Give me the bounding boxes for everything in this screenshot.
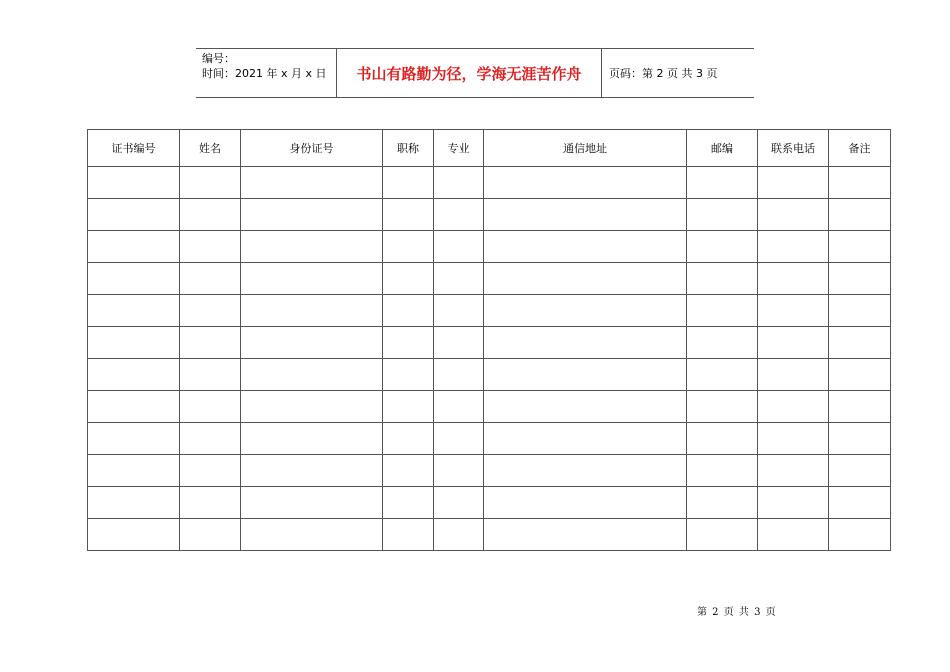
table-cell[interactable]: [687, 455, 758, 487]
table-cell[interactable]: [241, 359, 383, 391]
table-cell[interactable]: [758, 167, 829, 199]
table-cell[interactable]: [180, 295, 241, 327]
table-cell[interactable]: [180, 359, 241, 391]
header-page-cell: [602, 49, 754, 97]
document-header: [196, 48, 754, 98]
column-header-address: 通信地址: [484, 130, 687, 167]
table-cell[interactable]: [383, 295, 434, 327]
table-cell[interactable]: [434, 487, 484, 519]
table-cell[interactable]: [88, 423, 180, 455]
table-cell[interactable]: [484, 423, 687, 455]
table-cell[interactable]: [484, 455, 687, 487]
table-cell[interactable]: [484, 359, 687, 391]
table-cell[interactable]: [758, 487, 829, 519]
table-cell[interactable]: [687, 199, 758, 231]
table-cell[interactable]: [434, 295, 484, 327]
table-row: [88, 487, 891, 519]
page-label: 页码：第 2 页 共 3 页: [609, 67, 718, 80]
motto-text: 书山有路勤为径，学海无涯苦作舟: [356, 64, 582, 83]
table-cell[interactable]: [88, 263, 180, 295]
table-cell[interactable]: [88, 391, 180, 423]
table-cell[interactable]: [484, 391, 687, 423]
table-cell[interactable]: [383, 391, 434, 423]
table-cell[interactable]: [829, 199, 891, 231]
table-cell[interactable]: [829, 295, 891, 327]
column-header-cert-no: 证书编号: [88, 130, 180, 167]
table-cell[interactable]: [180, 167, 241, 199]
table-cell[interactable]: [88, 359, 180, 391]
table-cell[interactable]: [241, 167, 383, 199]
table-cell[interactable]: [241, 263, 383, 295]
roster-body: [88, 167, 891, 551]
table-cell[interactable]: [241, 231, 383, 263]
table-cell[interactable]: [383, 263, 434, 295]
table-cell[interactable]: [88, 167, 180, 199]
table-cell[interactable]: [687, 423, 758, 455]
table-cell[interactable]: [758, 423, 829, 455]
table-cell[interactable]: [241, 423, 383, 455]
table-cell[interactable]: [241, 295, 383, 327]
table-cell[interactable]: [434, 423, 484, 455]
table-cell[interactable]: [434, 519, 484, 551]
table-cell[interactable]: [383, 519, 434, 551]
table-cell[interactable]: [758, 295, 829, 327]
table-cell[interactable]: [180, 327, 241, 359]
table-cell[interactable]: [180, 231, 241, 263]
table-cell[interactable]: [88, 327, 180, 359]
table-cell[interactable]: [241, 327, 383, 359]
table-cell[interactable]: [180, 263, 241, 295]
table-row: [88, 199, 891, 231]
header-row: [88, 130, 891, 167]
table-cell[interactable]: [383, 231, 434, 263]
table-row: [88, 519, 891, 551]
table-cell[interactable]: [434, 391, 484, 423]
table-cell[interactable]: [383, 199, 434, 231]
table-row: [88, 423, 891, 455]
table-cell[interactable]: [829, 487, 891, 519]
table-cell[interactable]: [758, 455, 829, 487]
table-cell[interactable]: [88, 455, 180, 487]
table-row: [88, 263, 891, 295]
table-row: [88, 295, 891, 327]
table-cell[interactable]: [383, 455, 434, 487]
table-row: [88, 359, 891, 391]
table-cell[interactable]: [829, 359, 891, 391]
table-cell[interactable]: [758, 327, 829, 359]
table-cell[interactable]: [687, 519, 758, 551]
table-cell[interactable]: [687, 263, 758, 295]
table-cell[interactable]: [484, 199, 687, 231]
table-row: [88, 327, 891, 359]
table-cell[interactable]: [241, 487, 383, 519]
table-cell[interactable]: [758, 391, 829, 423]
table-cell[interactable]: [241, 455, 383, 487]
table-cell[interactable]: [687, 327, 758, 359]
date-label: 时间：2021 年 x 月 x 日: [202, 67, 327, 80]
table-row: [88, 391, 891, 423]
table-cell[interactable]: [829, 391, 891, 423]
table-row: [88, 167, 891, 199]
table-cell[interactable]: [484, 487, 687, 519]
table-cell[interactable]: [829, 423, 891, 455]
roster-table: [87, 129, 891, 551]
header-motto-cell: [337, 49, 602, 97]
column-header-title: 职称: [383, 130, 434, 167]
table-cell[interactable]: [180, 455, 241, 487]
table-cell[interactable]: [434, 327, 484, 359]
table-cell[interactable]: [383, 487, 434, 519]
header-info-cell: [196, 49, 337, 97]
table-cell[interactable]: [829, 519, 891, 551]
table-cell[interactable]: [241, 519, 383, 551]
table-cell[interactable]: [88, 295, 180, 327]
table-cell[interactable]: [241, 199, 383, 231]
table-cell[interactable]: [180, 391, 241, 423]
column-header-name: 姓名: [180, 130, 241, 167]
table-cell[interactable]: [484, 327, 687, 359]
table-cell[interactable]: [829, 263, 891, 295]
table-cell[interactable]: [829, 327, 891, 359]
column-header-id-number: 身份证号: [241, 130, 383, 167]
table-cell[interactable]: [88, 487, 180, 519]
table-cell[interactable]: [180, 199, 241, 231]
table-cell[interactable]: [484, 519, 687, 551]
table-row: [88, 231, 891, 263]
doc-number-label: 编号：: [202, 52, 235, 65]
table-cell[interactable]: [484, 263, 687, 295]
table-cell[interactable]: [434, 231, 484, 263]
table-cell[interactable]: [383, 327, 434, 359]
column-header-postcode: 邮编: [687, 130, 758, 167]
table-cell[interactable]: [180, 423, 241, 455]
table-cell[interactable]: [484, 167, 687, 199]
table-cell[interactable]: [383, 359, 434, 391]
table-cell[interactable]: [484, 295, 687, 327]
table-cell[interactable]: [687, 487, 758, 519]
table-cell[interactable]: [434, 199, 484, 231]
table-cell[interactable]: [829, 167, 891, 199]
table-cell[interactable]: [434, 455, 484, 487]
table-cell[interactable]: [434, 167, 484, 199]
column-header-phone: 联系电话: [758, 130, 829, 167]
table-cell[interactable]: [687, 391, 758, 423]
table-cell[interactable]: [758, 199, 829, 231]
column-header-major: 专业: [434, 130, 484, 167]
table-cell[interactable]: [434, 359, 484, 391]
table-cell[interactable]: [241, 391, 383, 423]
page-footer: 第 2 页 共 3 页: [697, 607, 776, 618]
table-cell[interactable]: [180, 487, 241, 519]
table-cell[interactable]: [758, 263, 829, 295]
table-cell[interactable]: [383, 167, 434, 199]
table-cell[interactable]: [180, 519, 241, 551]
table-cell[interactable]: [758, 231, 829, 263]
table-cell[interactable]: [88, 231, 180, 263]
table-row: [88, 455, 891, 487]
table-cell[interactable]: [383, 423, 434, 455]
table-cell[interactable]: [88, 519, 180, 551]
table-cell[interactable]: [484, 231, 687, 263]
table-cell[interactable]: [687, 359, 758, 391]
table-cell[interactable]: [829, 455, 891, 487]
column-header-remarks: 备注: [829, 130, 891, 167]
table-cell[interactable]: [758, 359, 829, 391]
table-cell[interactable]: [687, 295, 758, 327]
table-cell[interactable]: [687, 167, 758, 199]
table-cell[interactable]: [687, 231, 758, 263]
table-cell[interactable]: [88, 199, 180, 231]
table-cell[interactable]: [434, 263, 484, 295]
table-cell[interactable]: [758, 519, 829, 551]
table-cell[interactable]: [829, 231, 891, 263]
